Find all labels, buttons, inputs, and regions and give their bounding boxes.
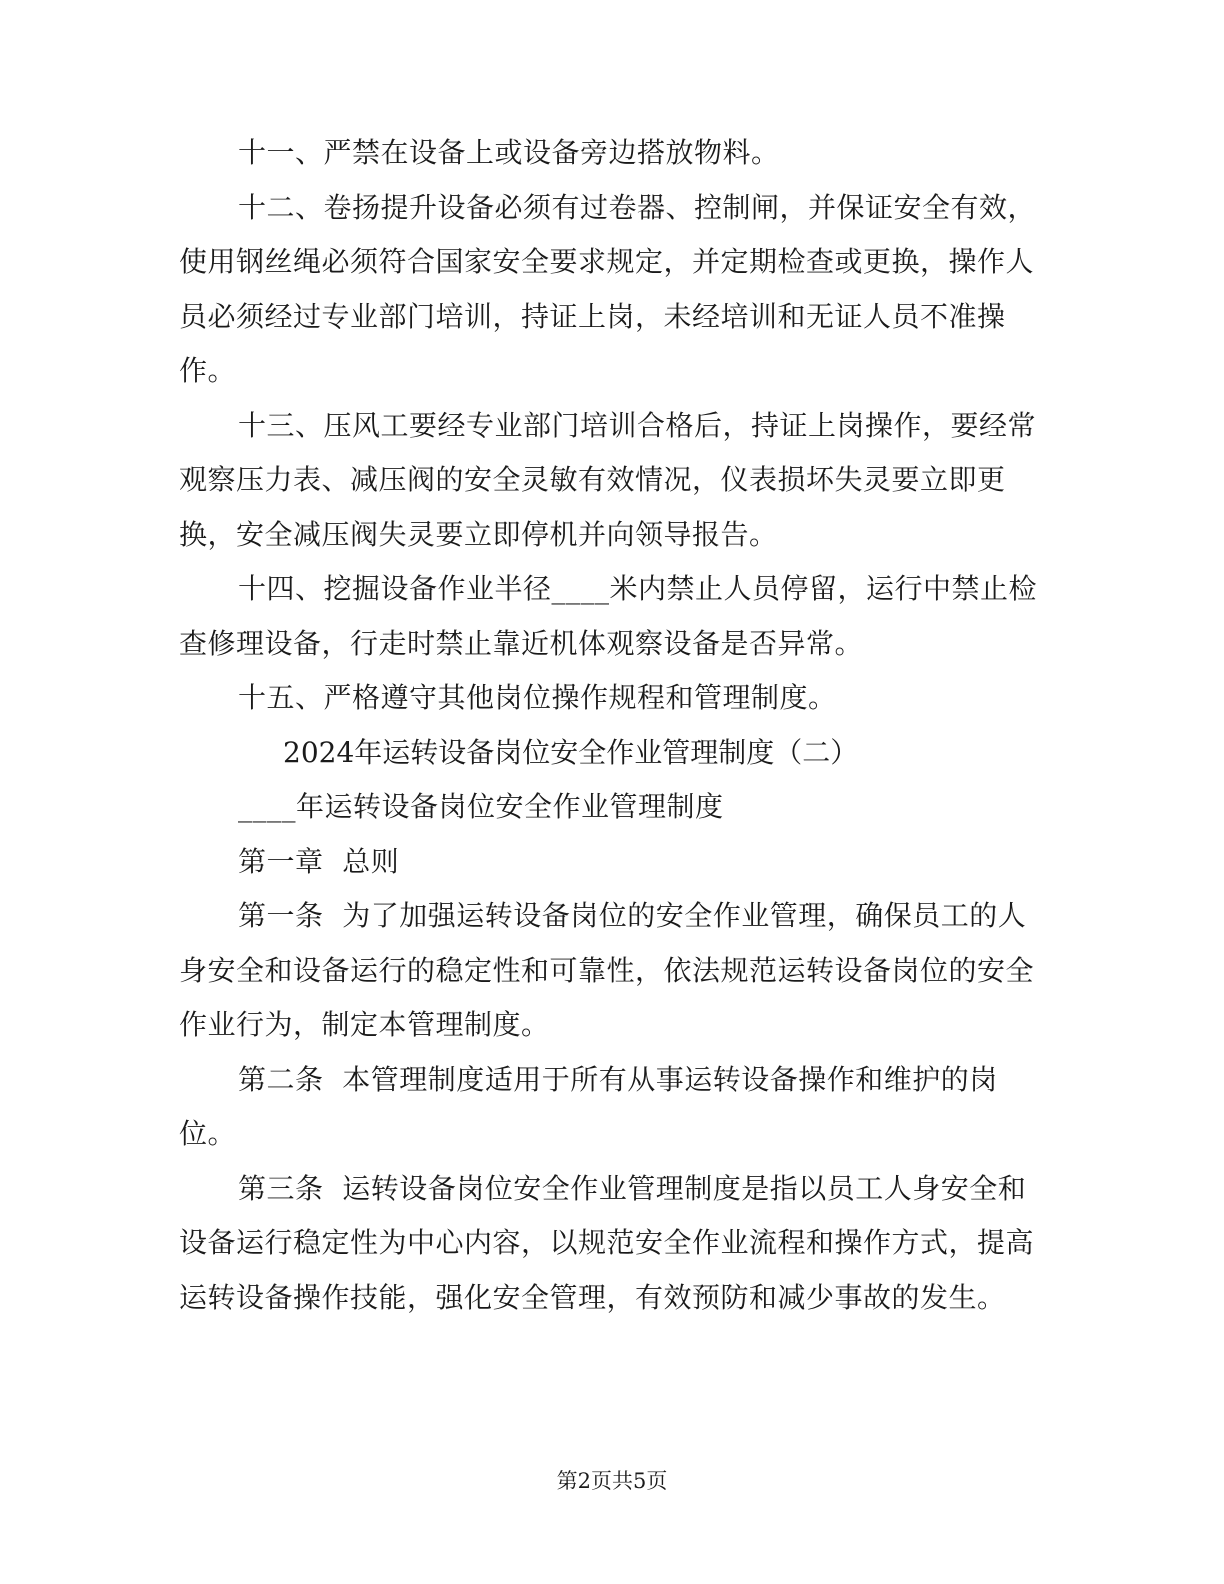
chapter-heading: 第一章 总则 [238,844,400,878]
clause-11: 十一、严禁在设备上或设备旁边搭放物料。 [238,136,780,169]
article-1: 第一条 为了加强运转设备岗位的安全作业管理，确保员工的人身安全和设备运行的稳定性和可靠性，依法规范运转设备岗位的安全作业行为，制定本管理制度。 [179,899,1035,1041]
regulation-title: ____年运转设备岗位安全作业管理制度 [238,790,724,823]
document-body [179,126,1039,1325]
page-number: 第2页共5页 [556,1469,668,1493]
article-2: 第二条 本管理制度适用于所有从事运转设备操作和维护的岗位。 [179,1062,998,1150]
clause-14: 十四、挖掘设备作业半径____米内禁止人员停留，运行中禁止检查修理设备，行走时禁止靠近机体观察设备是否异常。 [179,572,1038,660]
clause-13: 十三、压风工要经专业部门培训合格后，持证上岗操作，要经常观察压力表、减压阀的安全灵敏有效情况，仪表损坏失灵要立即更换，安全减压阀失灵要立即停机并向领导报告。 [179,408,1037,551]
article-3: 第三条 运转设备岗位安全作业管理制度是指以员工人身安全和设备运行稳定性为中心内容，以规范安全作业流程和操作方式，提高运转设备操作技能，强化安全管理，有效预防和减少事故的发生。 [179,1171,1035,1314]
clause-15: 十五、严格遵守其他岗位操作规程和管理制度。 [238,681,837,714]
clause-12: 十二、卷扬提升设备必须有过卷器、控制闸，并保证安全有效，使用钢丝绳必须符合国家安全要求规定，并定期检查或更换，操作人员必须经过专业部门培训，持证上岗，未经培训和无证人员不准操作。 [179,190,1037,387]
section-title: 2024年运转设备岗位安全作业管理制度（二） [283,735,859,769]
